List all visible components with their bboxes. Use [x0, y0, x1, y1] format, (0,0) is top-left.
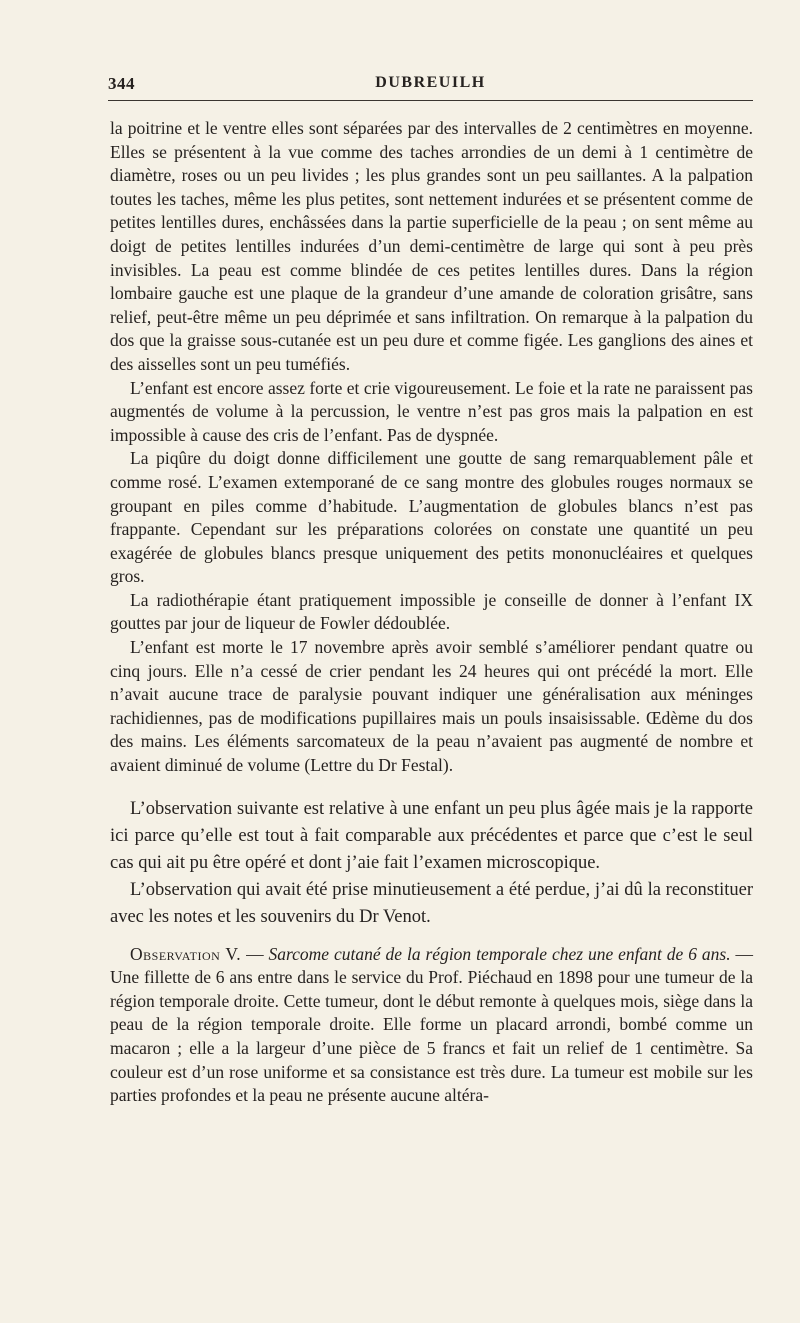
body-text	[110, 117, 753, 1108]
observation-text: — Une fillette de 6 ans entre dans le service du Prof. Piéchaud en 1898 pour une tumeur de la région temporale droite. Cette tumeur, dont le début remonte à quelques mois, siège dans la peau de la région temporale droite. Elle forme un placard arrondi, bombé comme un macaron ; elle a la largeur d’une pièce de 5 francs et fait un relief de 1 centimètre. Sa couleur est d’un rose uniforme et sa consistance est très dure. La tumeur est mobile sur les parties profondes et la peau ne présente aucune altéra-	[110, 943, 753, 1106]
paragraph: la poitrine et le ventre elles sont séparées par des intervalles de 2 centimètres en moyenne. Elles se présentent à la vue comme des taches arrondies de un demi à 1 centimètre de diamètre, roses ou un peu livides ; les plus grandes sont un peu saillantes. A la palpation toutes les taches, même les plus petites, sont nettement indurées et se présentent comme de petites lentilles dures, enchâssées dans la partie superficielle de la peau ; on sent même au doigt de petites lentilles indurées d’un demi-centimètre de large qui sont à peu près invisibles. La peau est comme blindée de ces petites lentilles dures. Dans la région lombaire gauche est une plaque de la grandeur d’une amande de coloration grisâtre, sans relief, peut-être même un peu déprimée et sans infiltration. On remarque à la palpation du dos que la graisse sous-cutanée est un peu dure et comme figée. Les ganglions des aines et des aisselles sont un peu tuméfiés.	[110, 118, 753, 374]
running-title: DUBREUILH	[375, 74, 486, 91]
observation-paragraph	[110, 943, 753, 1108]
commentary-section	[110, 796, 753, 931]
paragraph: L’observation qui avait été prise minutieusement a été perdue, j’ai dû la reconstituer avec les notes et les souvenirs du Dr Venot.	[110, 879, 753, 927]
case-continuation	[110, 117, 753, 778]
observation-title: Sarcome cutané de la région temporale chez une enfant de 6 ans.	[268, 943, 731, 964]
paragraph: La radiothérapie étant pratiquement impossible je conseille de donner à l’enfant IX gouttes par jour de liqueur de Fowler dédoublée.	[110, 589, 753, 634]
paragraph: L’enfant est encore assez forte et crie vigoureusement. Le foie et la rate ne paraissent pas augmentés de volume à la percussion, le ventre n’est pas gros mais la palpation en est impossible à cause des cris de l’enfant. Pas de dyspnée.	[110, 377, 753, 445]
paragraph: L’observation suivante est relative à une enfant un peu plus âgée mais je la rapporte ici parce qu’elle est tout à fait comparable aux précédentes et parce que c’est le seul cas qui ait pu être opéré et dont j’aie fait l’examen microscopique.	[110, 798, 753, 873]
page-header	[108, 70, 753, 101]
paragraph: L’enfant est morte le 17 novembre après avoir semblé s’améliorer pendant quatre ou cinq jours. Elle n’a cessé de crier pendant les 24 heures qui ont précédé la mort. Elle n’avait aucune trace de paralysie pouvant indiquer une généralisation aux méninges rachidiennes, pas de modifications pupillaires mais un pouls insaisissable. Œdème du dos des mains. Les éléments sarcomateux de la peau n’avaient pas augmenté de nombre et avaient diminué de volume (Lettre du Dr Festal).	[110, 637, 753, 776]
paragraph: La piqûre du doigt donne difficilement une goutte de sang remarquablement pâle et comme rosé. L’examen extemporané de ce sang montre des globules rouges normaux se groupant en piles comme d’habitude. L’augmentation de globules blancs n’est pas frappante. Cependant sur les préparations colorées on constate une quantité un peu exagérée de globules blancs presque uniquement des petits mononucléaires et quelques gros.	[110, 448, 753, 587]
observation-dash: —	[241, 943, 269, 964]
page-number: 344	[108, 74, 135, 93]
observation-label: Observation V.	[130, 943, 242, 964]
observation-section	[110, 943, 753, 1108]
